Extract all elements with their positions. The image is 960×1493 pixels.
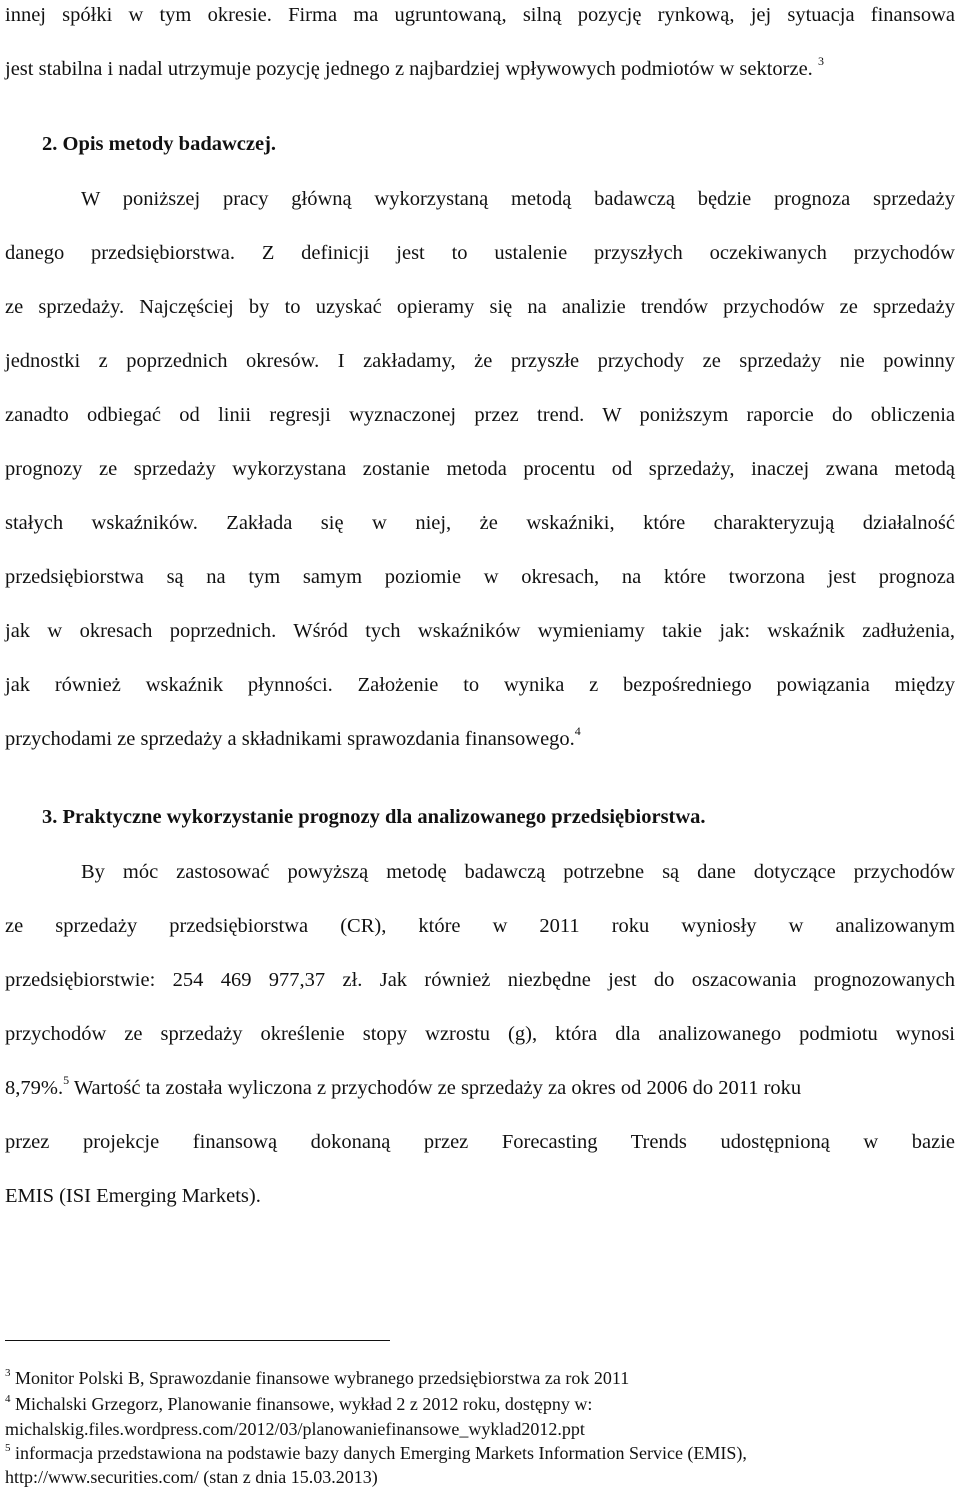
body-text-line [5, 54, 955, 81]
body-text-line: innej spółki w tym okresie. Firma ma ugruntowaną, silną pozycję rynkową, jej sytuacja finansowa [5, 4, 955, 26]
body-text: Wartość ta została wyliczona z przychodów ze sprzedaży za okres od 2006 do 2011 roku [69, 1077, 802, 1099]
body-text-line: przedsiębiorstwie: 254 469 977,37 zł. Jak również niezbędne jest do oszacowania prognozowanych [5, 969, 955, 991]
body-text-line: W poniższej pracy główną wykorzystaną metodą badawczą będzie prognoza sprzedaży [81, 188, 955, 210]
body-text-line: ze sprzedaży. Najczęściej by to uzyskać opieramy się na analizie trendów przychodów ze sprzedaży [5, 296, 955, 318]
footnote [5, 1443, 747, 1463]
body-text-line [5, 724, 955, 751]
body-text-line [5, 1073, 955, 1100]
footnote-text: Monitor Polski B, Sprawozdanie finansowe wybranego przedsiębiorstwa za rok 2011 [15, 1368, 630, 1388]
body-text-line: przedsiębiorstwa są na tym samym poziomie w okresach, na które tworzona jest prognoza [5, 566, 955, 588]
body-text: przychodami ze sprzedaży a składnikami sprawozdania finansowego. [5, 728, 575, 750]
body-text-line: EMIS (ISI Emerging Markets). [5, 1185, 261, 1207]
footnote-ref: 5 [63, 1073, 70, 1088]
body-text-line: danego przedsiębiorstwa. Z definicji jest to ustalenie przyszłych oczekiwanych przychodów [5, 242, 955, 264]
footnote-link[interactable]: michalskig.files.wordpress.com/2012/03/planowaniefinansowe_wyklad2012.ppt [5, 1419, 585, 1439]
body-text-line: stałych wskaźników. Zakłada się w niej, że wskaźniki, które charakteryzują działalność [5, 512, 955, 534]
body-text-line: przychodów ze sprzedaży określenie stopy wzrostu (g), która dla analizowanego podmiotu wynosi [5, 1023, 955, 1045]
footnote-text: Michalski Grzegorz, Planowanie finansowe, wykład 2 z 2012 roku, dostępny w: [15, 1394, 593, 1414]
body-text: jest stabilna i nadal utrzymuje pozycję jednego z najbardziej wpływowych podmiotów w sektorze. [5, 58, 813, 80]
footnote-divider [5, 1340, 390, 1341]
footnote-number: 5 [5, 1442, 11, 1454]
body-text-line: ze sprzedaży przedsiębiorstwa (CR), które w 2011 roku wyniosły w analizowanym [5, 915, 955, 937]
body-text-line: prognozy ze sprzedaży wykorzystana zostanie metoda procentu od sprzedaży, inaczej zwana metodą [5, 458, 955, 480]
footnote-number: 4 [5, 1393, 11, 1405]
footnote-number: 3 [5, 1367, 11, 1379]
body-text-line: jak również wskaźnik płynności. Założenie to wynika z bezpośredniego powiązania między [5, 674, 955, 696]
footnote [5, 1368, 629, 1388]
footnote [5, 1394, 592, 1414]
body-text-line: przez projekcje finansową dokonaną przez Forecasting Trends udostępnioną w bazie [5, 1131, 955, 1153]
footnote-ref: 3 [817, 54, 824, 69]
section-heading: 3. Praktyczne wykorzystanie prognozy dla analizowanego przedsiębiorstwa. [42, 806, 706, 828]
footnote-ref: 4 [574, 724, 581, 739]
body-text-line: jak w okresach poprzednich. Wśród tych wskaźników wymieniamy takie jak: wskaźnik zadłużenia, [5, 620, 955, 642]
footnote-link[interactable]: http://www.securities.com/ (stan z dnia 15.03.2013) [5, 1467, 378, 1487]
footnote-text: informacja przedstawiona na podstawie bazy danych Emerging Markets Information Service (EMIS), [15, 1443, 747, 1463]
section-heading: 2. Opis metody badawczej. [42, 133, 277, 155]
body-text-line: By móc zastosować powyższą metodę badawczą potrzebne są dane dotyczące przychodów [81, 861, 955, 883]
body-text-line: zanadto odbiegać od linii regresji wyznaczonej przez trend. W poniższym raporcie do obliczenia [5, 404, 955, 426]
growth-rate-value: 8,79%. [5, 1077, 64, 1099]
body-text-line: jednostki z poprzednich okresów. I zakładamy, że przyszłe przychody ze sprzedaży nie powinny [5, 350, 955, 372]
